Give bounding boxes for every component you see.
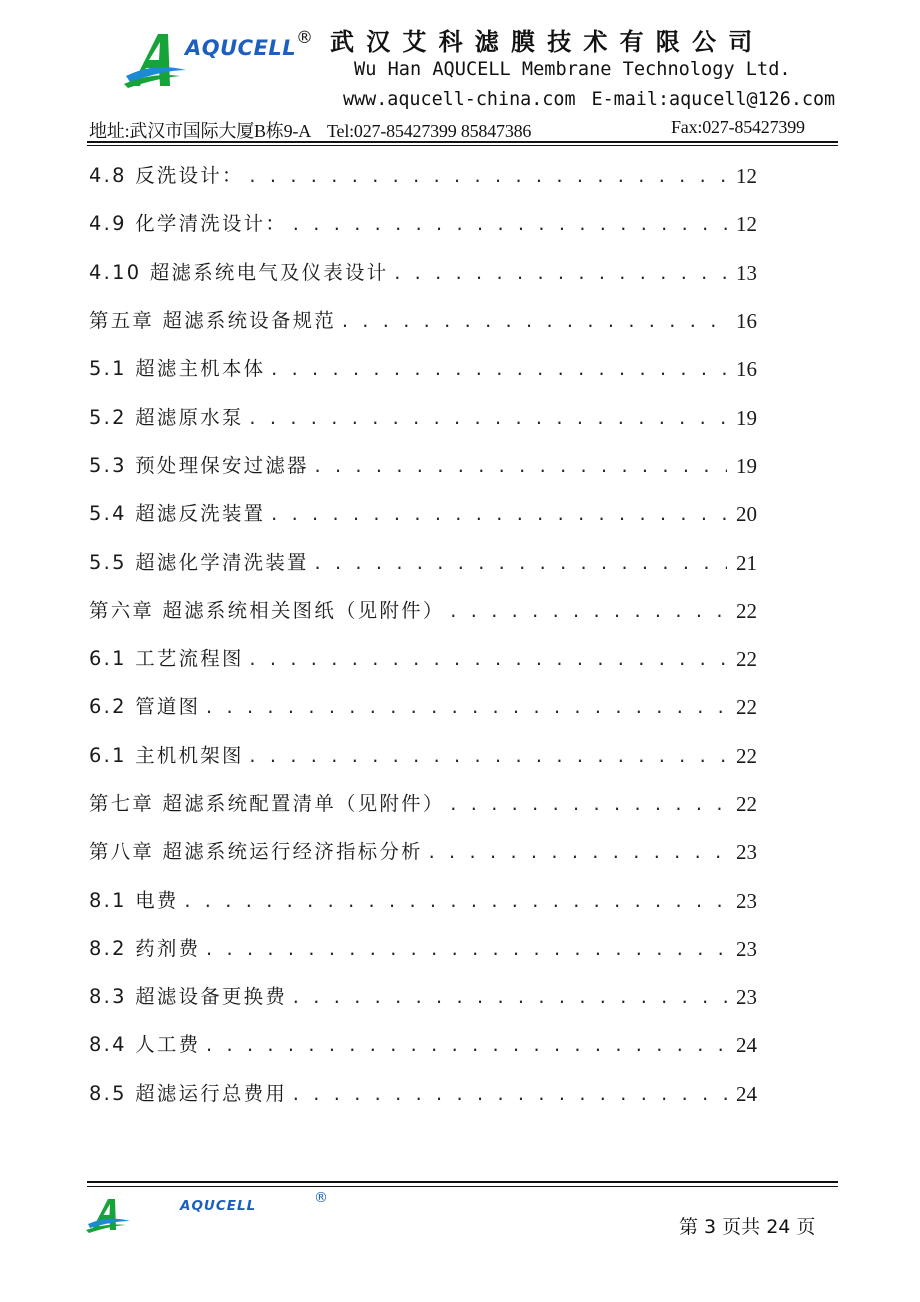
website-link[interactable]: www.aqucell-china.com (343, 89, 576, 110)
logo-wordmark: AQUCELL (185, 36, 297, 60)
footer-logo-wordmark: AQUCELL (180, 1198, 257, 1214)
toc-entry-page: 13 (736, 260, 757, 285)
toc-entry[interactable] (89, 200, 757, 248)
registered-mark: ® (296, 28, 313, 48)
footer-registered-mark: ® (314, 1190, 328, 1206)
toc-entry-page: 19 (736, 453, 757, 478)
table-of-contents (89, 152, 757, 1118)
toc-dot-leader (248, 641, 727, 677)
toc-entry-page: 16 (736, 357, 757, 382)
toc-entry[interactable] (89, 297, 757, 345)
toc-dot-leader (269, 496, 727, 532)
toc-entry-label: 第六章 超滤系统相关图纸（见附件） (89, 598, 445, 622)
toc-entry[interactable] (89, 780, 757, 828)
toc-dot-leader (291, 1076, 727, 1112)
page-header (0, 0, 920, 150)
toc-dot-leader (313, 545, 727, 581)
toc-entry[interactable] (89, 732, 757, 780)
toc-entry-label: 第八章 超滤系统运行经济指标分析 (89, 840, 423, 864)
toc-entry-page: 23 (736, 840, 757, 865)
toc-entry-page: 12 (736, 212, 757, 237)
toc-entry-page: 22 (736, 743, 757, 768)
toc-entry-label: 5.5 超滤化学清洗装置 (89, 550, 309, 574)
toc-entry-label: 5.1 超滤主机本体 (89, 357, 266, 381)
toc-entry-page: 23 (736, 888, 757, 913)
toc-dot-leader (340, 303, 727, 339)
toc-entry-label: 6.2 管道图 (89, 695, 201, 719)
toc-dot-leader (248, 400, 727, 436)
toc-dot-leader (313, 448, 727, 484)
toc-dot-leader (183, 883, 727, 919)
contact-web-line (343, 89, 835, 110)
toc-entry-page: 19 (736, 405, 757, 430)
footer-aqucell-logo-icon (86, 1194, 186, 1236)
header-divider (87, 141, 838, 143)
contact-address-line (89, 117, 839, 143)
toc-entry[interactable] (89, 635, 757, 683)
toc-dot-leader (269, 351, 727, 387)
toc-entry-page: 21 (736, 550, 757, 575)
toc-entry[interactable] (89, 490, 757, 538)
toc-dot-leader (204, 689, 727, 725)
toc-dot-leader (204, 1027, 727, 1063)
toc-entry-label: 4.10 超滤系统电气及仪表设计 (89, 260, 389, 284)
toc-entry-page: 23 (736, 985, 757, 1010)
toc-entry-page: 24 (736, 1033, 757, 1058)
toc-dot-leader (291, 979, 727, 1015)
footer-divider (87, 1181, 838, 1183)
toc-entry-label: 5.3 预处理保安过滤器 (89, 453, 309, 477)
toc-entry-label: 6.1 主机机架图 (89, 743, 244, 767)
toc-entry[interactable] (89, 828, 757, 876)
toc-entry-page: 16 (736, 309, 757, 334)
company-name-en: Wu Han AQUCELL Membrane Technology Ltd. (354, 59, 791, 80)
toc-dot-leader (449, 593, 727, 629)
toc-entry[interactable] (89, 1021, 757, 1069)
toc-entry-page: 12 (736, 164, 757, 189)
toc-entry-page: 22 (736, 598, 757, 623)
toc-entry-page: 22 (736, 695, 757, 720)
toc-entry-page: 20 (736, 502, 757, 527)
toc-dot-leader (427, 834, 727, 870)
toc-entry[interactable] (89, 683, 757, 731)
toc-entry-page: 24 (736, 1081, 757, 1106)
toc-entry-label: 5.2 超滤原水泵 (89, 405, 244, 429)
toc-entry-label: 6.1 工艺流程图 (89, 647, 244, 671)
fax-text: Fax:027-85427399 (671, 117, 805, 137)
company-name-cn: 武汉艾科滤膜技术有限公司 (330, 28, 765, 56)
toc-entry-label: 第五章 超滤系统设备规范 (89, 309, 337, 333)
toc-entry[interactable] (89, 249, 757, 297)
toc-dot-leader (248, 158, 727, 194)
toc-entry[interactable] (89, 442, 757, 490)
toc-entry-page: 22 (736, 792, 757, 816)
toc-entry[interactable] (89, 393, 757, 441)
toc-entry-label: 8.1 电费 (89, 888, 179, 912)
header-divider-thin (87, 145, 838, 146)
page-indicator: 第 3 页共 24 页 (679, 1216, 816, 1238)
toc-dot-leader (449, 786, 727, 822)
toc-entry[interactable] (89, 973, 757, 1021)
toc-dot-leader (248, 738, 727, 774)
toc-entry[interactable] (89, 538, 757, 586)
toc-dot-leader (291, 206, 727, 242)
toc-entry-label: 5.4 超滤反洗装置 (89, 502, 266, 526)
toc-entry[interactable] (89, 1070, 757, 1118)
tel-text: Tel:027-85427399 85847386 (327, 121, 532, 141)
toc-entry-page: 23 (736, 936, 757, 961)
toc-entry[interactable] (89, 587, 757, 635)
toc-entry[interactable] (89, 876, 757, 924)
toc-entry-label: 8.2 药剂费 (89, 936, 201, 960)
address-text: 地址:武汉市国际大厦B栋9-A (89, 121, 311, 141)
toc-entry[interactable] (89, 925, 757, 973)
toc-entry[interactable] (89, 345, 757, 393)
toc-entry-page: 22 (736, 647, 757, 672)
toc-entry-label: 8.4 人工费 (89, 1033, 201, 1057)
email-link[interactable]: E-mail:aqucell@126.com (591, 89, 836, 110)
toc-dot-leader (392, 255, 727, 291)
toc-entry-label: 8.3 超滤设备更换费 (89, 985, 288, 1009)
toc-entry-label: 4.8 反洗设计： (89, 164, 244, 188)
toc-entry-label: 8.5 超滤运行总费用 (89, 1081, 288, 1105)
toc-entry[interactable] (89, 152, 757, 200)
toc-entry-label: 4.9 化学清洗设计： (89, 212, 288, 236)
toc-entry-label: 第七章 超滤系统配置清单（见附件） (89, 792, 445, 815)
footer-divider-thin (87, 1186, 838, 1187)
toc-dot-leader (204, 931, 727, 967)
